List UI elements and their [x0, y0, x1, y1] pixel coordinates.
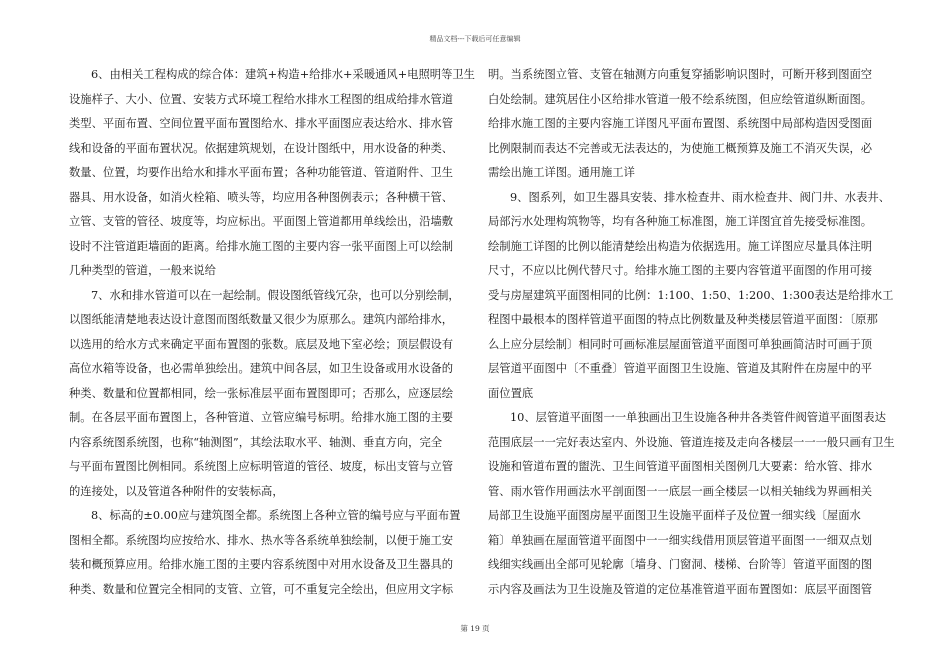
text-line: 6、由相关工程构成的综合体：建筑+构造+给排水+采暖通风+电照明等卫生 — [91, 68, 475, 81]
text-line: 设时不注管道距墙面的距离。给排水施工图的主要内容一张平面图上可以绘制 — [69, 239, 454, 253]
text-line: 与平面布置图比例相同。系统图上应标明管道的管径、坡度，标出支管与立管 — [69, 460, 454, 473]
text-line: 的连接处，以及管道各种附件的安装标高， — [69, 484, 284, 498]
text-line: 数量、位置，均要作出给水和排水平面布置；各种功能管道、管道附件、卫生 — [69, 166, 454, 179]
text-line: 层管道平面图中〔不重叠〕管道平面图卫生设施、管道及其附件在房屋中的平 — [488, 362, 873, 375]
text-line: 设施样子、大小、位置、安装方式环境工程给水排水工程图的组成给排水管道 — [69, 92, 454, 106]
text-line: 示内容及画法为卫生设施及管道的定位基准管道平面布置图如：底层平面图管 — [488, 582, 873, 596]
text-line: 9、图系列，如卫生器具安装、排水检查井、雨水检查井、阀门井、水表井、 — [510, 190, 890, 204]
text-line: 类型、平面布置、空间位置平面布置图给水、排水平面图应表达给水、排水管 — [69, 117, 454, 130]
text-line: 线细实线画出全部可见轮廓〔墙身、门窗洞、楼梯、台阶等〕管道平面图的图 — [488, 558, 873, 571]
text-line: 内容系统图系统图，也称“轴测图”，其绘法取水平、轴测、垂直方向，完全 — [69, 435, 443, 449]
text-line: 比例限制而表达不完善或无法表达的，为使施工概预算及施工不消灭失误，必 — [488, 141, 873, 155]
page-number: 第 19 页 — [460, 624, 490, 633]
text-line: 高位水箱等设备，也必需单独绘出。建筑中间各层，如卫生设备或用水设备的 — [69, 362, 454, 375]
text-line: 器具、用水设备，如消火栓箱、喷头等，均应用各种图例表示；各种横干管、 — [69, 190, 454, 204]
text-line: 制。在各层平面布置图上，各种管道、立管应编号标明。给排水施工图的主要 — [69, 411, 454, 424]
text-line: 线和设备的平面布置状况。依据建筑规划，在设计图纸中，用水设备的种类、 — [69, 141, 454, 155]
text-line: 绘制施工详图的比例以能清楚绘出构造为依据选用。施工详图应尽量具体注明 — [488, 239, 873, 253]
text-line: 给排水施工图的主要内容施工详图凡平面布置图、系统图中局部构造因受图面 — [488, 117, 873, 130]
text-line: 面位置底 — [488, 386, 534, 400]
text-line: 局部污水处理构筑物等，均有各种施工标准图，施工详图宜首先接受标准图。 — [488, 215, 873, 228]
text-line: 10、层管道平面图一一单独画出卫生设施各种井各类管件阀管道平面图表达 — [510, 411, 886, 424]
text-line: 明。当系统图立管、支管在轴测方向重复穿插影响识图时，可断开移到图面空 — [488, 68, 873, 81]
text-line: 8、标高的±0.00应与建筑图全都。系统图上各种立管的编号应与平面布置 — [91, 509, 461, 522]
text-line: 箱〕单独画在屋面管道平面图中一一细实线借用顶层管道平面图一一细双点划 — [488, 533, 873, 547]
text-line: 设施和管道布置的盥洗、卫生间管道平面图相关图例几大要素：给水管、排水 — [488, 460, 873, 473]
text-line: 几种类型的管道，一般来说给 — [69, 264, 216, 277]
text-line: 管、雨水管作用画法水平剖面图一一底层一画全楼层一以相关轴线为界画相关 — [488, 484, 873, 498]
left-text-column — [69, 63, 479, 602]
text-line: 装和概预算应用。给排水施工图的主要内容系统图中对用水设备及卫生器具的 — [69, 558, 454, 571]
text-line: 受与房屋建筑平面图相同的比例：1:100、1:50、1:200、1:300表达是给排水工 — [488, 288, 894, 302]
text-line: 么上应分层绘制〕相同时可画标准层屋面管道平面图可单独画简洁时可画于顶 — [488, 337, 873, 351]
text-line: 局部卫生设施平面图房屋平面图卫生设施平面样子及位置一细实线〔屋面水 — [488, 509, 861, 522]
text-line: 种类、数量和位置都相同，绘一张标准层平面布置图即可；否那么，应逐层绘 — [69, 386, 454, 400]
text-line: 需绘出施工详图。通用施工详 — [488, 166, 635, 179]
text-line: 种类、数量和位置完全相同的支管、立管，可不重复完全绘出，但应用文字标 — [69, 582, 454, 596]
text-line: 范围底层一一完好表达室内、外设施、管道连接及走向各楼层一一一般只画有卫生 — [488, 435, 895, 449]
text-line: 图相全都。系统图均应按给水、排水、热水等各系统单独绘制，以便于施工安 — [69, 533, 454, 547]
text-line: 白处绘制。建筑居住小区给排水管道一般不绘系统图，但应绘管道纵断面图。 — [488, 92, 873, 106]
text-line: 以选用的给水方式来确定平面布置图的张数。底层及地下室必绘；顶层假设有 — [69, 337, 454, 351]
text-line: 尺寸，不应以比例代替尺寸。给排水施工图的主要内容管道平面图的作用可接 — [488, 264, 873, 277]
text-line: 以图纸能清楚地表达设计意图而图纸数量又很少为原那么。建筑内部给排水， — [69, 313, 454, 326]
text-line: 程图中最根本的图样管道平面图的特点比例数量及种类楼层管道平面图：〔原那 — [488, 313, 878, 326]
page-header: 精品文档---下载后可任意编辑 — [429, 35, 521, 43]
text-line: 立管、支管的管径、坡度等，均应标出。平面图上管道都用单线绘出，沿墙敷 — [69, 215, 454, 228]
text-line: 7、水和排水管道可以在一起绘制。假设图纸管线冗杂，也可以分别绘制， — [91, 288, 460, 302]
right-text-column — [488, 63, 898, 602]
